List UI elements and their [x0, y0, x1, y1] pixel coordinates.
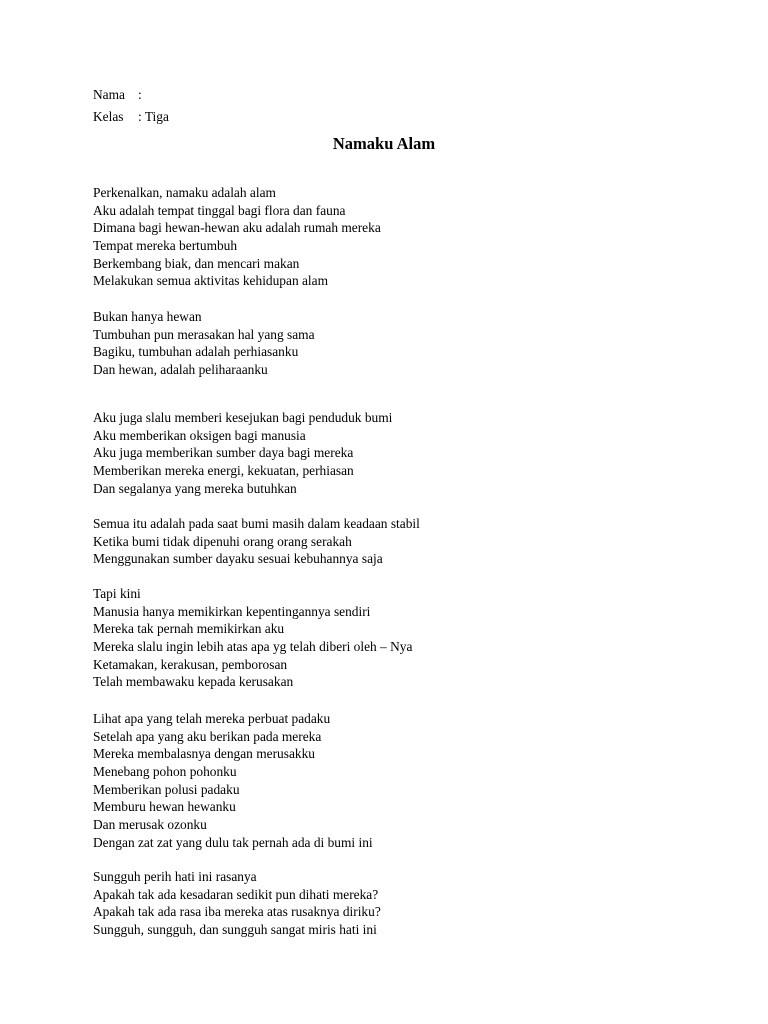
poem-line: Menebang pohon pohonku: [93, 764, 237, 780]
nama-value: :: [138, 87, 142, 102]
poem-line: Tapi kini: [93, 586, 141, 601]
stanza-5: [93, 585, 412, 691]
poem-line: Dimana bagi hewan-hewan aku adalah rumah mereka: [93, 220, 381, 236]
poem-line: Aku memberikan oksigen bagi manusia: [93, 427, 306, 443]
stanza-6: [93, 710, 373, 852]
poem-line: Memberikan polusi padaku: [93, 781, 240, 797]
nama-field: [93, 86, 142, 104]
poem-line: Dan merusak ozonku: [93, 817, 207, 833]
stanza-3: [93, 409, 392, 497]
nama-label: Nama: [93, 87, 125, 102]
poem-line: Menggunakan sumber dayaku sesuai kebuhannya saja: [93, 551, 383, 567]
poem-line: Apakah tak ada rasa iba mereka atas rusaknya diriku?: [93, 904, 381, 920]
poem-line: Berkembang biak, dan mencari makan: [93, 255, 300, 271]
kelas-label: Kelas: [93, 109, 124, 124]
poem-line: Sungguh perih hati ini rasanya: [93, 869, 257, 884]
poem-line: Lihat apa yang telah mereka perbuat padaku: [93, 711, 331, 726]
poem-line: Tempat mereka bertumbuh: [93, 238, 238, 254]
poem-line: Setelah apa yang aku berikan pada mereka: [93, 728, 322, 744]
stanza-1: [93, 184, 381, 290]
poem-line: Apakah tak ada kesadaran sedikit pun dihati mereka?: [93, 886, 379, 902]
poem-line: Aku adalah tempat tinggal bagi flora dan fauna: [93, 202, 346, 218]
kelas-field: [93, 108, 169, 126]
poem-line: Melakukan semua aktivitas kehidupan alam: [93, 273, 329, 289]
stanza-4: [93, 515, 420, 568]
poem-line: Sungguh, sungguh, dan sungguh sangat miris hati ini: [93, 922, 377, 938]
poem-line: Bagiku, tumbuhan adalah perhiasanku: [93, 344, 299, 360]
poem-line: Perkenalkan, namaku adalah alam: [93, 185, 276, 200]
poem-line: Aku juga memberikan sumber daya bagi mereka: [93, 445, 354, 461]
poem-line: Mereka tak pernah memikirkan aku: [93, 621, 285, 637]
stanza-7: [93, 868, 381, 939]
poem-line: Memberikan mereka energi, kekuatan, perhiasan: [93, 463, 354, 479]
poem-line: Mereka membalasnya dengan merusakku: [93, 746, 315, 762]
poem-line: Ketamakan, kerakusan, pemborosan: [93, 656, 288, 672]
poem-line: Semua itu adalah pada saat bumi masih dalam keadaan stabil: [93, 516, 420, 531]
stanza-2: [93, 308, 315, 379]
poem-line: Bukan hanya hewan: [93, 309, 202, 324]
poem-line: Mereka slalu ingin lebih atas apa yg telah diberi oleh – Nya: [93, 639, 413, 655]
poem-line: Aku juga slalu memberi kesejukan bagi penduduk bumi: [93, 410, 393, 425]
poem-line: Dan segalanya yang mereka butuhkan: [93, 480, 297, 496]
poem-line: Memburu hewan hewanku: [93, 799, 236, 815]
poem-line: Manusia hanya memikirkan kepentingannya sendiri: [93, 603, 371, 619]
poem-line: Tumbuhan pun merasakan hal yang sama: [93, 326, 315, 342]
poem-line: Ketika bumi tidak dipenuhi orang orang serakah: [93, 533, 352, 549]
poem-line: Dan hewan, adalah peliharaanku: [93, 362, 268, 378]
poem-line: Telah membawaku kepada kerusakan: [93, 674, 294, 690]
poem-line: Dengan zat zat yang dulu tak pernah ada di bumi ini: [93, 834, 373, 850]
poem-title: Namaku Alam: [332, 134, 436, 153]
kelas-value: : Tiga: [138, 109, 169, 124]
